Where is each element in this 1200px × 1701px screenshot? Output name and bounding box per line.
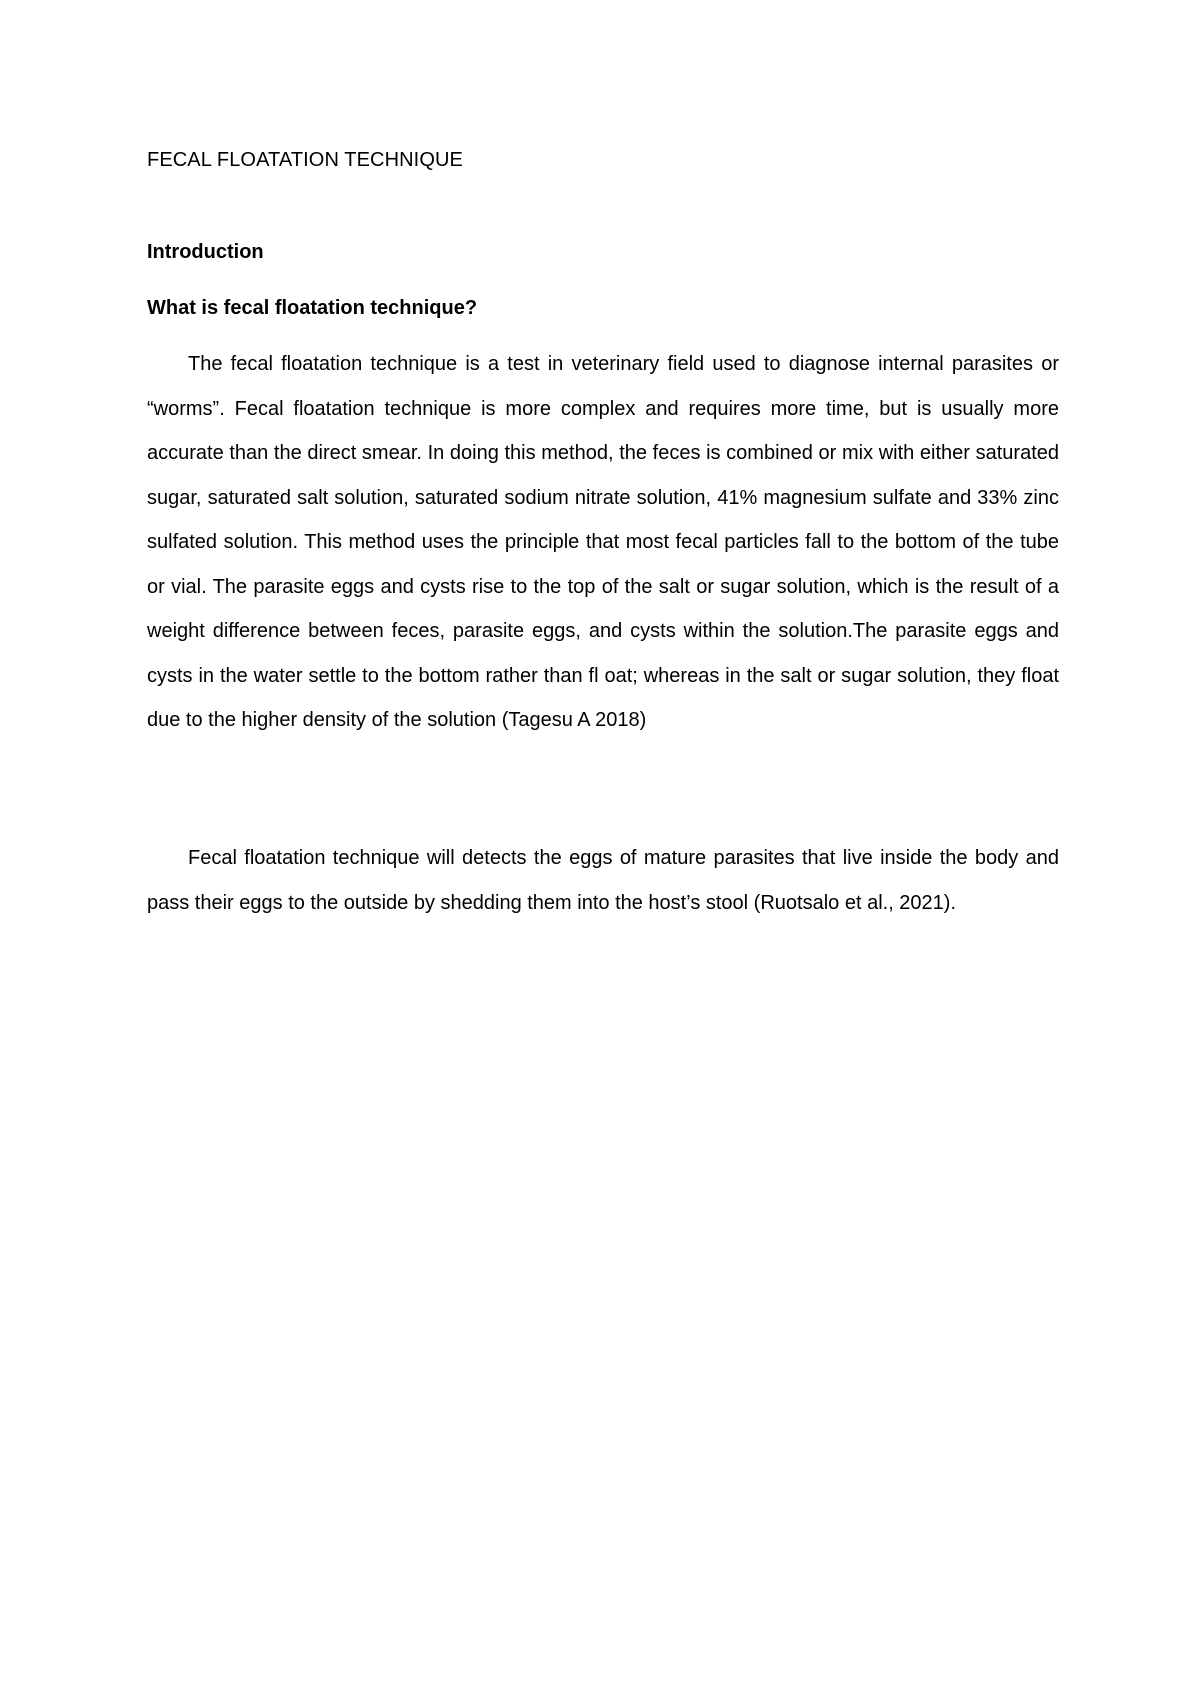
- document-page: [147, 146, 1059, 914]
- section-heading-introduction: Introduction: [147, 241, 264, 263]
- document-title: FECAL FLOATATION TECHNIQUE: [147, 149, 463, 171]
- paragraph-2: Fecal floatation technique will detects the eggs of mature parasites that live inside the body and pass their eggs to the outside by shedding them into the host’s stool (Ruotsalo et al., 2021).: [147, 847, 1059, 914]
- paragraph-1: The fecal floatation technique is a test in veterinary field used to diagnose internal parasites or “worms”. Fecal floatation technique is more complex and requires more time, but is usually more accurate than the direct smear. In doing this method, the feces is combined or mix with either saturated sugar, saturated salt solution, saturated sodium nitrate solution, 41% magnesium sulfate and 33% zinc sulfated solution. This method uses the principle that most fecal particles fall to the bottom of the tube or vial. The parasite eggs and cysts rise to the top of the salt or sugar solution, which is the result of a weight difference between feces, parasite eggs, and cysts within the solution.The parasite eggs and cysts in the water settle to the bottom rather than fl oat; whereas in the salt or sugar solution, they float due to the higher density of the solution (Tagesu A 2018): [147, 353, 1059, 731]
- section-heading-question: What is fecal floatation technique?: [147, 297, 478, 319]
